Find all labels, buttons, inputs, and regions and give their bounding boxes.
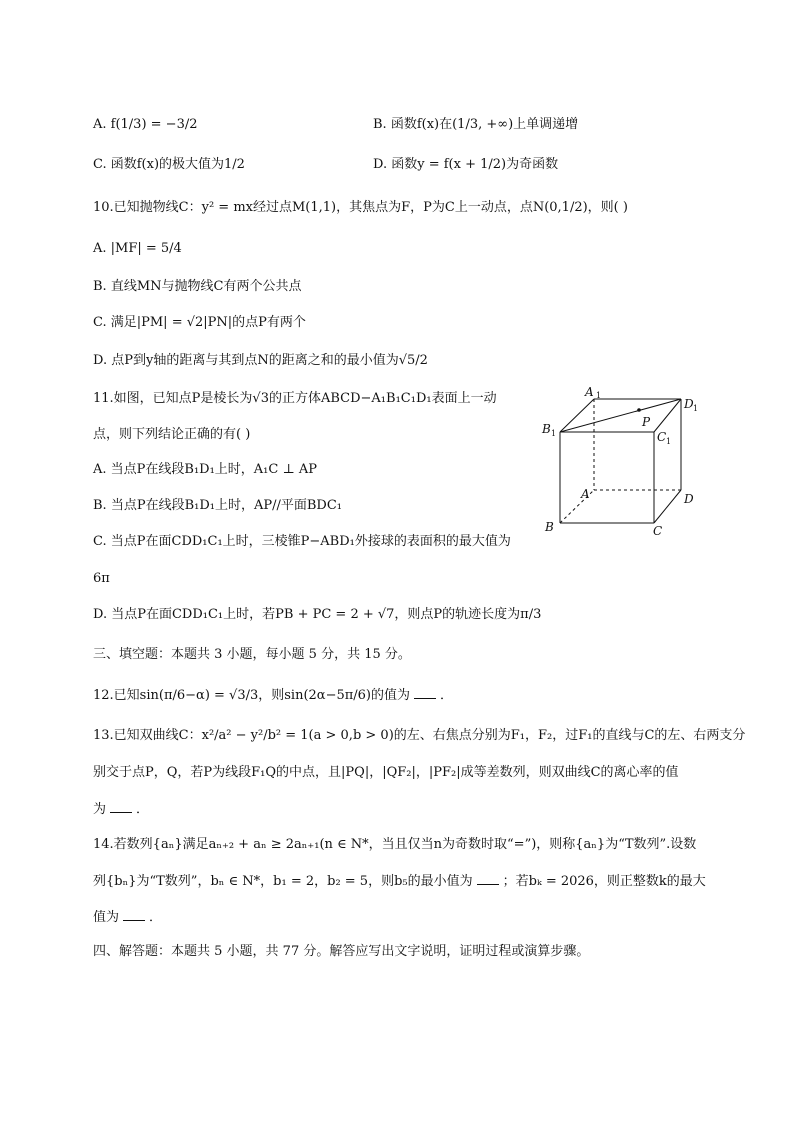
- q12-text: 12.已知sin(π/6−α) = √3/3，则sin(2α−5π/6)的值为: [93, 688, 411, 703]
- label-c: C: [653, 524, 663, 538]
- q11-stem-line2: 点，则下列结论正确的有( ): [93, 427, 251, 442]
- q11-option-d: D. 当点P在面CDD₁C₁上时，若PB + PC = 2 + √7，则点P的轨迹长度为π/3: [93, 607, 542, 622]
- label-d1: D: [684, 397, 694, 411]
- q14-line2: [93, 872, 706, 891]
- section-3-heading: 三、填空题：本题共 3 小题，每小题 5 分，共 15 分。: [93, 647, 411, 662]
- q13-line3: [93, 800, 149, 819]
- q10-stem: 10.已知抛物线C：y² = mx经过点M(1,1)，其焦点为F，P为C上一动点，点N(0,1/2)，则( ): [93, 200, 628, 215]
- q13-line3-text: 为: [93, 802, 107, 817]
- q13-line2: 别交于点P，Q，若P为线段F₁Q的中点，且|PQ|，|QF₂|，|PF₂|成等差数列，则双曲线C的离心率的值: [93, 765, 679, 780]
- label-b: B: [545, 520, 554, 534]
- q9-option-c: C. 函数f(x)的极大值为1/2: [93, 157, 245, 172]
- label-a1: A: [585, 386, 594, 399]
- label-d1-sub: 1: [693, 404, 699, 413]
- q13-period: ．: [136, 802, 150, 817]
- q12: [93, 686, 453, 705]
- section-4-heading: 四、解答题：本题共 5 小题，共 77 分。解答应写出文字说明，证明过程或演算步骤。: [93, 944, 590, 959]
- q10-option-c: C. 满足|PM| = √2|PN|的点P有两个: [93, 315, 306, 330]
- q11-option-c-line2: 6π: [93, 571, 110, 586]
- q11-option-a: A. 当点P在线段B₁D₁上时，A₁C ⊥ AP: [93, 462, 317, 477]
- q14-line2a: 列{bₙ}为“T数列”，bₙ ∈ N*，b₁ = 2，b₂ = 5，则b₅的最小值为: [93, 874, 473, 889]
- label-c1: C: [657, 430, 667, 444]
- label-p: P: [642, 415, 651, 429]
- q14-blank1: [477, 872, 499, 885]
- q14-line1: 14.若数列{aₙ}满足aₙ₊₂ + aₙ ≥ 2aₙ₊₁(n ∈ N*，当且仅当n为奇数时取“=”)，则称{aₙ}为“T数列”.设数: [93, 837, 697, 852]
- label-d: D: [684, 492, 694, 506]
- q12-period: ．: [440, 688, 454, 703]
- q11-option-b: B. 当点P在线段B₁D₁上时，AP//平面BDC₁: [93, 498, 342, 513]
- label-c1-sub: 1: [666, 437, 672, 446]
- q9-option-d: D. 函数y = f(x + 1/2)为奇函数: [373, 157, 559, 172]
- q11-stem-line1: 11.如图，已知点P是棱长为√3的正方体ABCD−A₁B₁C₁D₁表面上一动: [93, 391, 497, 406]
- cube-figure: [538, 386, 708, 542]
- q14-line2b: ；若bₖ = 2026，则正整数k的最大: [502, 874, 706, 889]
- q13-blank: [110, 800, 132, 813]
- q9-option-a: A. f(1/3) = −3/2: [93, 117, 198, 132]
- q14-line3-text: 值为: [93, 910, 120, 925]
- q12-blank: [414, 686, 436, 699]
- label-a1-sub: 1: [596, 391, 602, 400]
- label-b1: B: [542, 422, 551, 436]
- q9-option-b: B. 函数f(x)在(1/3, +∞)上单调递增: [373, 117, 579, 132]
- q14-blank2: [123, 908, 145, 921]
- q10-option-d: D. 点P到y轴的距离与其到点N的距离之和的最小值为√5/2: [93, 353, 428, 368]
- q14-period: ．: [149, 910, 163, 925]
- q14-line3: [93, 908, 162, 927]
- q11-option-c-line1: C. 当点P在面CDD₁C₁上时，三棱锥P−ABD₁外接球的表面积的最大值为: [93, 534, 511, 549]
- q10-option-a: A. |MF| = 5/4: [93, 241, 182, 256]
- label-a: A: [581, 487, 590, 501]
- label-b1-sub: 1: [551, 429, 557, 438]
- q13-line1: 13.已知双曲线C：x²/a² − y²/b² = 1(a > 0,b > 0)的左、右焦点分别为F₁，F₂，过F₁的直线与C的左、右两支分: [93, 728, 746, 743]
- q10-option-b: B. 直线MN与抛物线C有两个公共点: [93, 279, 302, 294]
